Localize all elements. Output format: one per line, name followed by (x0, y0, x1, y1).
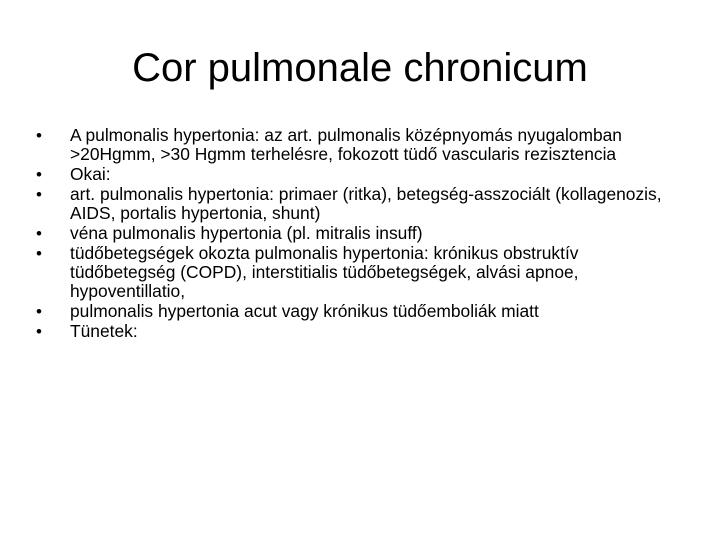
bullet-icon: • (36, 165, 42, 185)
list-item (36, 126, 676, 165)
list-item (36, 244, 676, 302)
bullet-list (36, 126, 676, 342)
list-item (36, 322, 676, 341)
list-item-text: Okai: (70, 164, 111, 185)
list-item (36, 302, 676, 321)
list-item-text: pulmonalis hypertonia acut vagy krónikus tüdőemboliák miatt (70, 301, 539, 322)
list-item-text: art. pulmonalis hypertonia: primaer (ritka), betegség-asszociált (kollagenozis, AIDS, portalis hypertonia, shunt) (70, 183, 662, 224)
bullet-icon: • (36, 302, 42, 322)
bullet-icon: • (36, 223, 42, 243)
list-item (36, 185, 676, 224)
bullet-icon: • (36, 126, 42, 145)
bullet-icon: • (36, 184, 42, 204)
bullet-icon: • (36, 243, 42, 263)
bullet-icon: • (36, 321, 42, 341)
list-item-text: A pulmonalis hypertonia: az art. pulmonalis középnyomás nyugalomban >20Hgmm, >30 Hgmm terhelésre, fokozott tüdő vascularis rezisztencia (70, 125, 622, 165)
list-item (36, 224, 676, 243)
list-item (36, 165, 676, 184)
slide-title: Cor pulmonale chronicum (132, 46, 588, 90)
list-item-text: tüdőbetegségek okozta pulmonalis hypertonia: krónikus obstruktív tüdőbetegség (COPD), interstitialis tüdőbetegségek, alvási apnoe, hypoventillatio, (70, 242, 579, 302)
list-item-text: véna pulmonalis hypertonia (pl. mitralis insuff) (70, 222, 423, 243)
list-item-text: Tünetek: (70, 320, 138, 341)
